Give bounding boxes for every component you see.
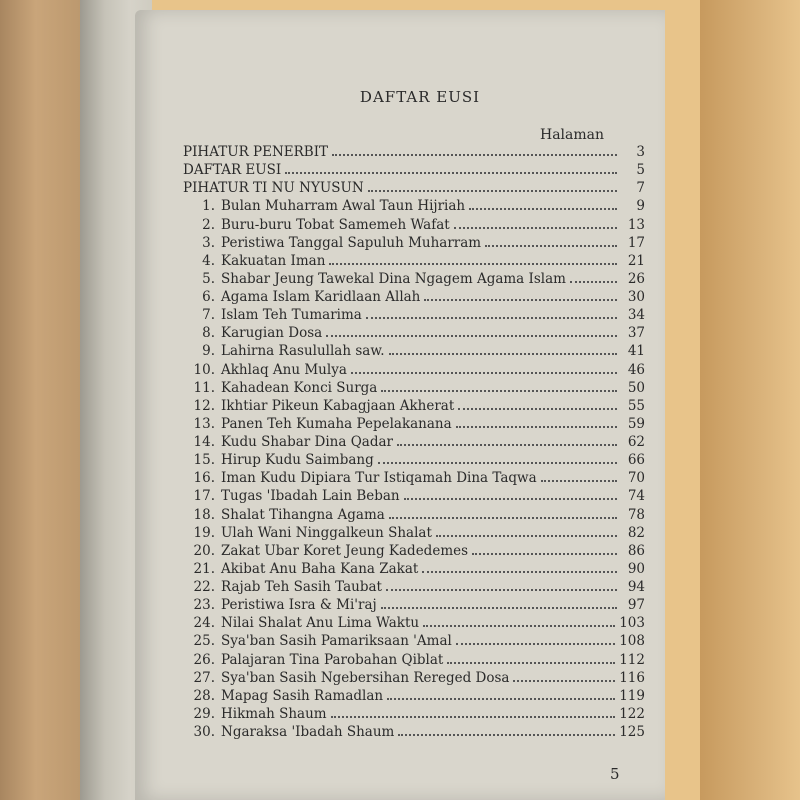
toc-entry-title: Agama Islam Karidlaan Allah [221, 289, 421, 305]
toc-entry [183, 469, 645, 487]
toc-entry-number: 17. [193, 488, 215, 505]
toc-entry [183, 487, 645, 505]
toc-entry-title: Ulah Wani Ninggalkeun Shalat [221, 524, 432, 541]
toc-entry-number: 12. [193, 397, 215, 414]
toc-entry [183, 687, 645, 705]
toc-leader-dots [366, 317, 617, 319]
toc-entry-number: 8. [202, 325, 215, 342]
toc-entry [183, 397, 645, 415]
toc-leader-dots [570, 281, 617, 283]
toc-leader-dots [456, 426, 617, 428]
toc-entry-page: 5 [636, 162, 645, 179]
toc-leader-dots [456, 643, 615, 645]
toc-entry-title: Nilai Shalat Anu Lima Waktu [221, 615, 420, 632]
book-page [135, 10, 665, 800]
toc-entry-title: Mapag Sasih Ramadlan [221, 687, 384, 704]
toc-leader-dots [397, 444, 617, 446]
toc-leader-dots [423, 625, 615, 627]
toc-entry-title: Kahadean Konci Surga [221, 379, 378, 396]
toc-entry-title: Palajaran Tina Parobahan Qiblat [221, 651, 444, 668]
toc-entry-page: 7 [636, 180, 645, 197]
toc-entry [183, 197, 645, 215]
toc-entry-number: 13. [193, 415, 215, 432]
page-number: 5 [610, 765, 620, 783]
toc-entry-number: 18. [193, 506, 215, 523]
toc-entry [183, 234, 645, 252]
toc-entry-title: Sya'ban Sasih Pamariksaan 'Amal [221, 633, 452, 650]
toc-entry-title: Zakat Ubar Koret Jeung Kadedemes [221, 542, 469, 559]
toc-leader-dots [454, 227, 617, 229]
toc-entry-number: 3. [202, 234, 215, 251]
toc-entry-number: 15. [193, 452, 215, 469]
toc-entry-title: Shalat Tihangna Agama [221, 506, 385, 523]
toc-entry-page: 103 [619, 615, 645, 632]
toc-entry [183, 179, 645, 197]
toc-entry-title: Shabar Jeung Tawekal Dina Ngagem Agama Islam [221, 270, 566, 287]
toc-entry [183, 415, 645, 433]
toc-entry-page: 17 [627, 234, 645, 251]
toc-entry-title: Akhlaq Anu Mulya [221, 361, 347, 378]
toc-entry-number: 22. [193, 579, 215, 595]
toc-entry-title: PIHATUR PENERBIT [183, 144, 329, 160]
toc-entry [183, 632, 645, 650]
toc-entry-page: 37 [627, 325, 645, 342]
toc-entry-title: Peristiwa Isra & Mi'raj [221, 597, 377, 614]
toc-entry-page: 74 [627, 488, 645, 505]
toc-entry-page: 78 [627, 506, 645, 523]
toc-entry-page: 122 [619, 705, 645, 722]
toc-entry [183, 669, 645, 687]
toc-entry-page: 34 [627, 307, 645, 324]
toc-entry-page: 46 [627, 361, 645, 378]
toc-entry [183, 451, 645, 469]
toc-entry-title: Islam Teh Tumarima [221, 307, 362, 324]
toc-entry-page: 21 [627, 252, 645, 269]
toc-leader-dots [422, 571, 617, 573]
toc-entry-page: 62 [627, 434, 645, 450]
toc-entry-title: Karugian Dosa [221, 325, 323, 342]
toc-entry-page: 3 [636, 144, 645, 160]
toc-entry-number: 23. [193, 597, 215, 614]
toc-entry-number: 6. [202, 289, 215, 305]
toc-entry-number: 9. [202, 343, 215, 360]
toc-entry-title: Peristiwa Tanggal Sapuluh Muharram [221, 234, 482, 251]
toc-entry-title: Panen Teh Kumaha Pepelakanana [221, 415, 452, 432]
toc-leader-dots [351, 372, 617, 374]
toc-entry-page: 108 [619, 633, 645, 650]
toc-entry-page: 30 [627, 289, 645, 305]
table-surface-right [700, 0, 800, 800]
toc-entry [183, 723, 645, 741]
toc-entry-page: 59 [627, 415, 645, 432]
toc-entry-number: 26. [193, 651, 215, 668]
toc-entry-number: 20. [193, 542, 215, 559]
toc-entry [183, 506, 645, 524]
toc-entry-page: 9 [636, 198, 645, 215]
toc-entry [183, 542, 645, 560]
toc-entry-title: Ikhtiar Pikeun Kabagjaan Akherat [221, 397, 455, 414]
toc-entry-page: 112 [619, 651, 645, 668]
toc-entry-number: 2. [202, 216, 215, 233]
toc-leader-dots [469, 208, 617, 210]
toc-entry-number: 7. [202, 307, 215, 324]
toc-leader-dots [386, 589, 617, 591]
toc-entry [183, 379, 645, 397]
toc-entry-number: 4. [202, 252, 215, 269]
toc-leader-dots [329, 263, 617, 265]
toc-entry [183, 433, 645, 451]
toc-leader-dots [381, 390, 617, 392]
toc-leader-dots [404, 498, 617, 500]
toc-entry-number: 5. [202, 270, 215, 287]
toc-leader-dots [389, 353, 617, 355]
toc-leader-dots [458, 408, 617, 410]
toc-entry [183, 342, 645, 360]
toc-entry [183, 596, 645, 614]
toc-entry [183, 524, 645, 542]
toc-entry [183, 651, 645, 669]
toc-entry-title: Tugas 'Ibadah Lain Beban [221, 488, 400, 505]
toc-entry-title: Lahirna Rasulullah saw. [221, 343, 385, 360]
table-surface-left [0, 0, 90, 800]
toc-entry-page: 90 [627, 560, 645, 577]
toc-entry-page: 82 [627, 524, 645, 541]
toc-entry-page: 66 [627, 452, 645, 469]
toc-entry-title: Sya'ban Sasih Ngebersihan Rereged Dosa [221, 669, 510, 686]
toc-leader-dots [326, 335, 617, 337]
toc-leader-dots [331, 716, 616, 718]
toc-entry-number: 28. [193, 687, 215, 704]
toc-entry-title: Kakuatan Iman [221, 252, 326, 269]
toc-entry-title: Kudu Shabar Dina Qadar [221, 434, 393, 450]
toc-entry-title: Buru-buru Tobat Samemeh Wafat [221, 216, 450, 233]
toc-leader-dots [332, 154, 617, 156]
toc-entry-title: DAFTAR EUSI [183, 162, 282, 179]
toc-entry-page: 94 [627, 579, 645, 595]
toc-leader-dots [378, 462, 617, 464]
toc-leader-dots [424, 299, 617, 301]
toc-leader-dots [447, 662, 615, 664]
toc-entry-title: Ngaraksa 'Ibadah Shaum [221, 724, 395, 740]
toc-leader-dots [398, 734, 615, 736]
toc-leader-dots [381, 607, 617, 609]
toc-entry-page: 55 [627, 397, 645, 414]
toc-entry-number: 27. [193, 669, 215, 686]
toc-entry [183, 361, 645, 379]
toc-entry-number: 14. [193, 434, 215, 450]
toc-leader-dots [472, 553, 617, 555]
toc-entry [183, 216, 645, 234]
toc-entry [183, 560, 645, 578]
toc-entry-number: 24. [193, 615, 215, 632]
toc-leader-dots [389, 517, 617, 519]
toc-leader-dots [541, 480, 617, 482]
toc-entry-page: 86 [627, 542, 645, 559]
toc-entry-page: 26 [627, 270, 645, 287]
toc-entry-title: Akibat Anu Baha Kana Zakat [221, 560, 419, 577]
toc-entry-title: Hikmah Shaum [221, 705, 327, 722]
toc-entry-title: PIHATUR TI NU NYUSUN [183, 180, 364, 197]
toc-entry [183, 578, 645, 596]
toc-entry-page: 50 [627, 379, 645, 396]
toc-entry-number: 29. [193, 705, 215, 722]
toc-entry [183, 288, 645, 306]
toc-entry [183, 270, 645, 288]
toc-entry-title: Bulan Muharram Awal Taun Hijriah [221, 198, 466, 215]
toc-entry-page: 97 [627, 597, 645, 614]
toc-entry-number: 25. [193, 633, 215, 650]
toc-entry [183, 705, 645, 723]
toc-entry-number: 19. [193, 524, 215, 541]
toc-entry-page: 119 [619, 687, 645, 704]
toc-leader-dots [387, 698, 615, 700]
toc-entry-title: Iman Kudu Dipiara Tur Istiqamah Dina Taqwa [221, 470, 537, 487]
toc-leader-dots [436, 535, 617, 537]
toc-entry-page: 13 [627, 216, 645, 233]
toc-entry [183, 306, 645, 324]
toc-entry-number: 11. [193, 379, 215, 396]
toc-leader-dots [513, 680, 615, 682]
page-title: DAFTAR EUSI [359, 88, 481, 106]
toc-entry [183, 614, 645, 632]
toc-leader-dots [285, 172, 617, 174]
toc-entry-page: 70 [627, 470, 645, 487]
toc-entry-number: 21. [193, 560, 215, 577]
toc-entry-number: 10. [193, 361, 215, 378]
toc-entry-page: 41 [627, 343, 645, 360]
toc-entry [183, 143, 645, 161]
toc-entry [183, 161, 645, 179]
toc-entry [183, 324, 645, 342]
toc-entry-title: Hirup Kudu Saimbang [221, 452, 374, 469]
table-of-contents [183, 143, 645, 741]
toc-entry-page: 116 [619, 669, 645, 686]
toc-leader-dots [485, 245, 617, 247]
toc-entry-number: 30. [193, 724, 215, 740]
toc-entry-number: 1. [202, 198, 215, 215]
page-column-header: Halaman [540, 127, 605, 143]
toc-entry-number: 16. [193, 470, 215, 487]
toc-entry-page: 125 [619, 724, 645, 740]
toc-entry [183, 252, 645, 270]
toc-entry-title: Rajab Teh Sasih Taubat [221, 579, 382, 595]
toc-leader-dots [368, 190, 617, 192]
